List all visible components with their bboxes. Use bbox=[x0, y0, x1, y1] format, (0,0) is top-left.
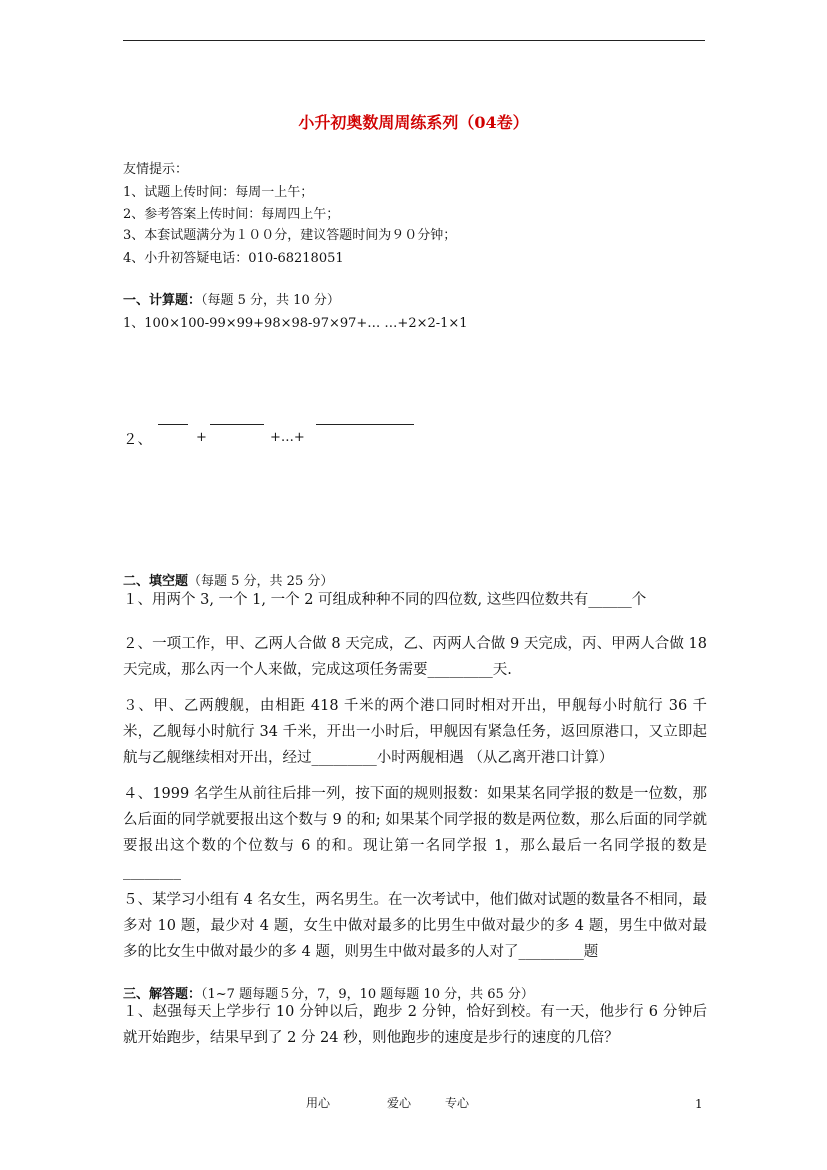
section-1-note: （每题 5 分，共 10 分） bbox=[201, 293, 340, 308]
question-3-1: １、赵强每天上学步行 10 分钟以后，跑步 2 分钟，恰好到校。有一天，他步行 6 分钟后就开始跑步，结果早到了 2 分 24 秒，则他跑步的速度是步行的速度的几倍？ bbox=[123, 1004, 707, 1046]
section-1-heading bbox=[123, 289, 340, 308]
fraction-bar-3 bbox=[316, 424, 414, 425]
question-2-1: １、用两个 3, 一个 1, 一个 2 可组成种种不同的四位数, 这些四位数共有______个 bbox=[123, 592, 647, 608]
footer-item: 专心 bbox=[445, 1096, 470, 1110]
section-1-title: 一、计算题： bbox=[123, 293, 202, 308]
section-2-title: 二、填空题 bbox=[123, 574, 189, 589]
question-2-3: ３、甲、乙两艘舰，由相距 418 千米的两个港口同时相对开出，甲舰每小时航行 36 千米，乙舰每小时航行 34 千米，开出一小时后，甲舰因有紧急任务，返回原港口，又立即起航与乙舰继续相对开出，经过_________小时两舰相遇 （从乙离开港口计算） bbox=[123, 698, 707, 766]
tip-item: 3、本套试题满分为１００分，建议答题时间为９０分钟； bbox=[123, 228, 457, 243]
header-rule bbox=[123, 40, 705, 41]
section-3-title: 三、解答题： bbox=[123, 987, 202, 1002]
question-2-2: ２、一项工作，甲、乙两人合做 8 天完成，乙、丙两人合做 9 天完成，丙、甲两人合做 18 天完成，那么丙一个人来做，完成这项任务需要_________天. bbox=[123, 636, 707, 678]
tip-item: 1、试题上传时间：每周一上午； bbox=[123, 185, 314, 200]
page-number: 1 bbox=[695, 1097, 703, 1111]
question-1-2-label: ２、 bbox=[123, 432, 152, 448]
fraction-bar-1 bbox=[158, 424, 188, 425]
question-2-5: ５、某学习小组有 4 名女生，两名男生。在一次考试中，他们做对试题的数量各不相同，最多对 10 题，最少对 4 题，女生中做对最多的比男生中做对最少的多 4 题，男生中做对最多的比女生中做对最少的多 4 题，则男生中做对最多的人对了_________题 bbox=[123, 892, 707, 960]
tip-item: 4、小升初答疑电话：010-68218051 bbox=[123, 251, 344, 266]
footer-item: 用心 bbox=[306, 1096, 331, 1110]
section-2-note: （每题 5 分，共 25 分） bbox=[188, 574, 334, 589]
plus-ellipsis-sign: +…+ bbox=[270, 430, 305, 445]
fraction-bar-2 bbox=[210, 424, 264, 425]
question-2-4: ４、1999 名学生从前往后排一列，按下面的规则报数：如果某名同学报的数是一位数，那么后面的同学就要报出这个数与 9 的和; 如果某个同学报的数是两位数，那么后面的同学就要报出这个数的个位数与 6 的和。现让第一名同学报 1，那么最后一名同学报的数是________ bbox=[123, 786, 707, 880]
tip-item: 2、参考答案上传时间：每周四上午； bbox=[123, 207, 340, 222]
document-title: 小升初奥数周周练系列（04卷） bbox=[298, 113, 529, 132]
tips-heading: 友情提示： bbox=[123, 162, 189, 177]
section-3-note: （1~7 题每题５分，7，9，10 题每题 10 分，共 65 分） bbox=[201, 987, 534, 1002]
question-1-1: 1、100×100-99×99+98×98-97×97+… …+2×2-1×1 bbox=[123, 316, 468, 331]
footer-item: 爱心 bbox=[387, 1096, 412, 1110]
plus-sign: + bbox=[196, 430, 207, 445]
